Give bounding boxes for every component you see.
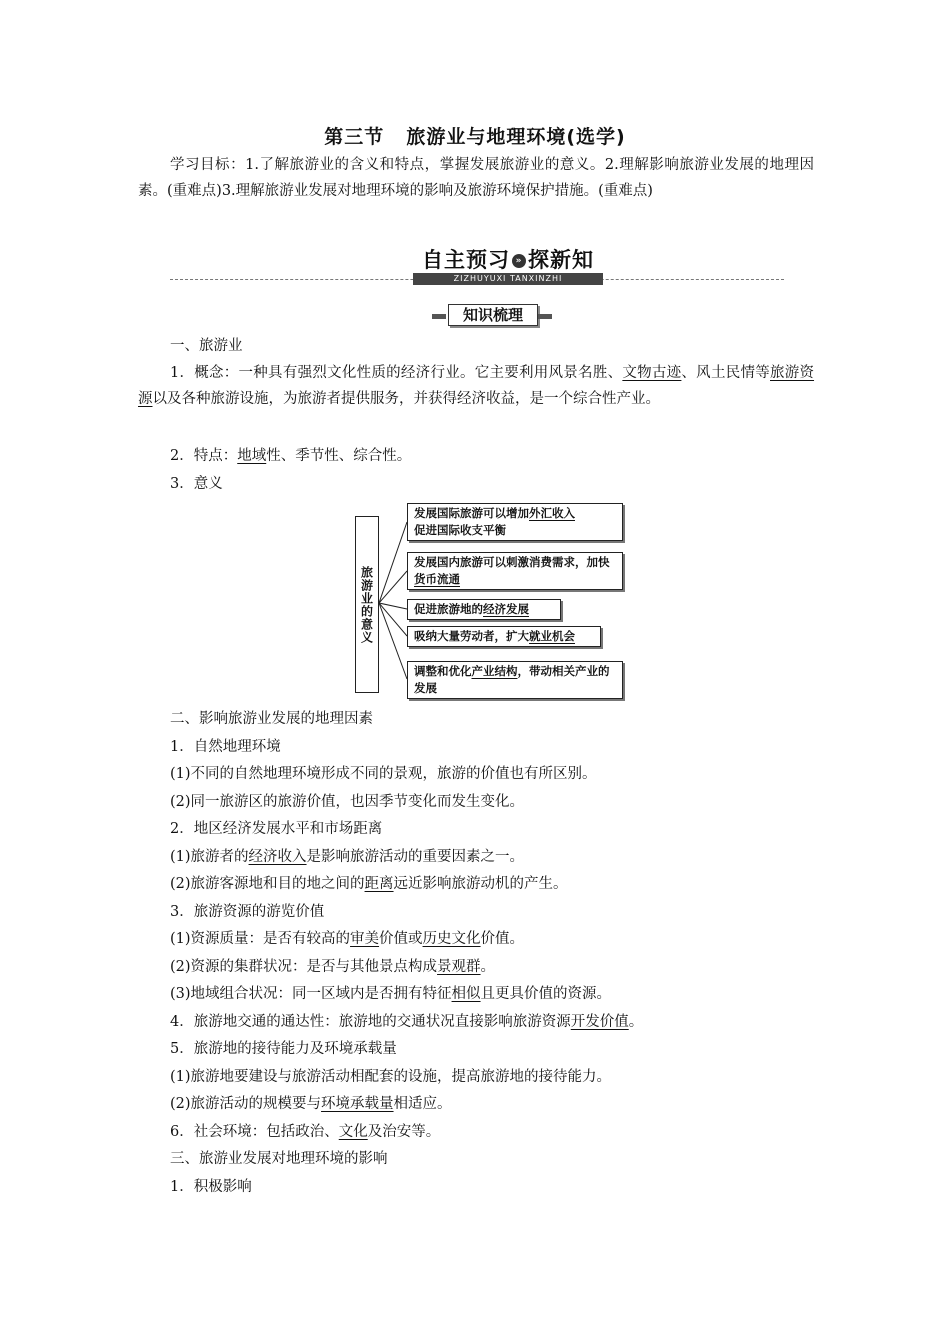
s2-f6 (170, 1122, 440, 1142)
f3c-blank: 相似 (451, 986, 481, 1002)
diagram-node-4 (407, 626, 601, 647)
f5b-blank: 环境承载量 (321, 1096, 394, 1112)
banner-text-a: 自主预习 (422, 248, 510, 272)
f2b-blank: 距离 (364, 876, 394, 892)
s2-f3: 3．旅游资源的游览价值 (170, 904, 325, 920)
f4-text-b: 。 (628, 1014, 644, 1030)
concept-blank-2: 旅游资源 (138, 365, 815, 407)
s1-feature (170, 446, 411, 466)
f2a-text-a: (1)旅游者的 (170, 849, 249, 865)
s2-f2b (170, 874, 568, 894)
f3c-text-b: 且更具价值的资源。 (480, 986, 612, 1002)
s2-f1a: (1)不同的自然地理环境形成不同的景观，旅游的价值也有所区别。 (170, 766, 597, 782)
diagram-node-5 (407, 661, 623, 699)
f6-text-b: 及治安等。 (367, 1124, 441, 1140)
s2-f5b (170, 1094, 452, 1114)
f3a-blank-1: 审美 (350, 931, 380, 947)
knowledge-label (432, 304, 552, 326)
f3a-text-a: (1)资源质量：是否有较高的 (170, 931, 351, 947)
banner-text-b: 探新知 (528, 248, 594, 272)
s2-f5: 5．旅游地的接待能力及环境承载量 (170, 1041, 397, 1057)
s3-heading: 三、旅游业发展对地理环境的影响 (170, 1151, 388, 1167)
f2a-text-b: 是影响旅游活动的重要因素之一。 (306, 849, 525, 865)
f3a-text-c: 价值。 (480, 931, 525, 947)
f2a-blank: 经济收入 (248, 849, 307, 865)
node3-text-a: 促进旅游地的 (414, 602, 483, 616)
node5-text-b: ，带动相关产业的发展 (414, 664, 610, 695)
concept-blank-1: 文物古迹 (622, 365, 682, 381)
page-title (0, 122, 950, 149)
node1-text-a: 发展国际旅游可以增加 (414, 506, 529, 520)
label-bar-right (538, 314, 552, 319)
diagram-node-3 (407, 599, 561, 620)
s2-f1: 1．自然地理环境 (170, 739, 281, 755)
section-number: 第三节 (324, 126, 385, 148)
s3-p1: 1．积极影响 (170, 1179, 252, 1195)
node1-text-b: 促进国际收支平衡 (414, 523, 506, 537)
section-topic: 旅游业与地理环境(选学) (406, 126, 626, 148)
node4-blank: 就业机会 (529, 629, 575, 643)
s2-f3b (170, 957, 495, 977)
s1-heading: 一、旅游业 (170, 338, 243, 354)
feature-text-a: 2．特点： (170, 448, 238, 464)
s2-f4 (170, 1012, 643, 1032)
f3b-text-b: 。 (480, 959, 496, 975)
node1-blank: 外汇收入 (529, 506, 575, 520)
feature-blank: 地域 (237, 448, 267, 464)
concept-text-b: 、风土民情等 (681, 365, 770, 381)
s2-f3a (170, 929, 524, 949)
f4-text-a: 4．旅游地交通的通达性：旅游地的交通状况直接影响旅游资源 (170, 1014, 571, 1030)
s2-f2: 2．地区经济发展水平和市场距离 (170, 821, 383, 837)
s2-f1b: (2)同一旅游区的旅游价值，也因季节变化而发生变化。 (170, 794, 525, 810)
diagram-node-2 (407, 552, 623, 590)
preview-banner (170, 242, 784, 286)
f3a-blank-2: 历史文化 (422, 931, 481, 947)
f2b-text-b: 远近影响旅游动机的产生。 (393, 876, 568, 892)
diagram-node-1 (407, 503, 623, 541)
s2-f3c (170, 984, 611, 1004)
learning-objectives: 学习目标：1.了解旅游业的含义和特点，掌握发展旅游业的意义。2.理解影响旅游业发展的地理因素。(重难点)3.理解旅游业发展对地理环境的影响及旅游环境保护措施。(重难点) (138, 157, 814, 199)
banner-title (408, 244, 608, 274)
s1-concept (138, 360, 814, 412)
f2b-text-a: (2)旅游客源地和目的地之间的 (170, 876, 365, 892)
diagram-root: 旅游业的意义 (355, 516, 379, 693)
node4-text-a: 吸纳大量劳动者，扩大 (414, 629, 529, 643)
s2-heading: 二、影响旅游业发展的地理因素 (170, 711, 373, 727)
concept-text-c: 以及各种旅游设施，为旅游者提供服务，并获得经济收益，是一个综合性产业。 (152, 391, 660, 407)
label-bar-left (432, 314, 446, 319)
knowledge-label-text: 知识梳理 (448, 304, 538, 326)
connector-1 (379, 522, 407, 603)
f5b-text-a: (2)旅游活动的规模要与 (170, 1096, 322, 1112)
concept-text-a: 1．概念：一种具有强烈文化性质的经济行业。它主要利用风景名胜、 (170, 365, 623, 381)
node2-text-a: 发展国内旅游可以刺激消费需求，加快 (414, 555, 610, 569)
f6-text-a: 6．社会环境：包括政治、 (170, 1124, 339, 1140)
s2-f2a (170, 847, 524, 867)
connector-5 (379, 603, 407, 679)
node3-blank: 经济发展 (483, 602, 529, 616)
feature-text-b: 性、季节性、综合性。 (266, 448, 412, 464)
arrow-icon: » (512, 254, 526, 268)
meaning-diagram (355, 503, 630, 700)
f5b-text-b: 相适应。 (393, 1096, 452, 1112)
banner-subtitle: ZIZHUYUXI TANXINZHI (413, 273, 603, 285)
f6-blank: 文化 (338, 1124, 368, 1140)
f3a-text-b: 价值或 (379, 931, 423, 947)
f3c-text-a: (3)地域组合状况：同一区域内是否拥有特征 (170, 986, 452, 1002)
node5-blank: 产业结构 (471, 664, 518, 678)
connector-2 (379, 571, 407, 603)
f3b-text-a: (2)资源的集群状况：是否与其他景点构成 (170, 959, 438, 975)
s2-f5a: (1)旅游地要建设与旅游活动相配套的设施，提高旅游地的接待能力。 (170, 1069, 612, 1085)
s1-meaning: 3．意义 (170, 476, 223, 492)
node2-blank: 货币流通 (414, 572, 460, 586)
f4-blank: 开发价值 (570, 1014, 629, 1030)
f3b-blank: 景观群 (437, 959, 481, 975)
node5-text-a: 调整和优化 (414, 664, 472, 678)
